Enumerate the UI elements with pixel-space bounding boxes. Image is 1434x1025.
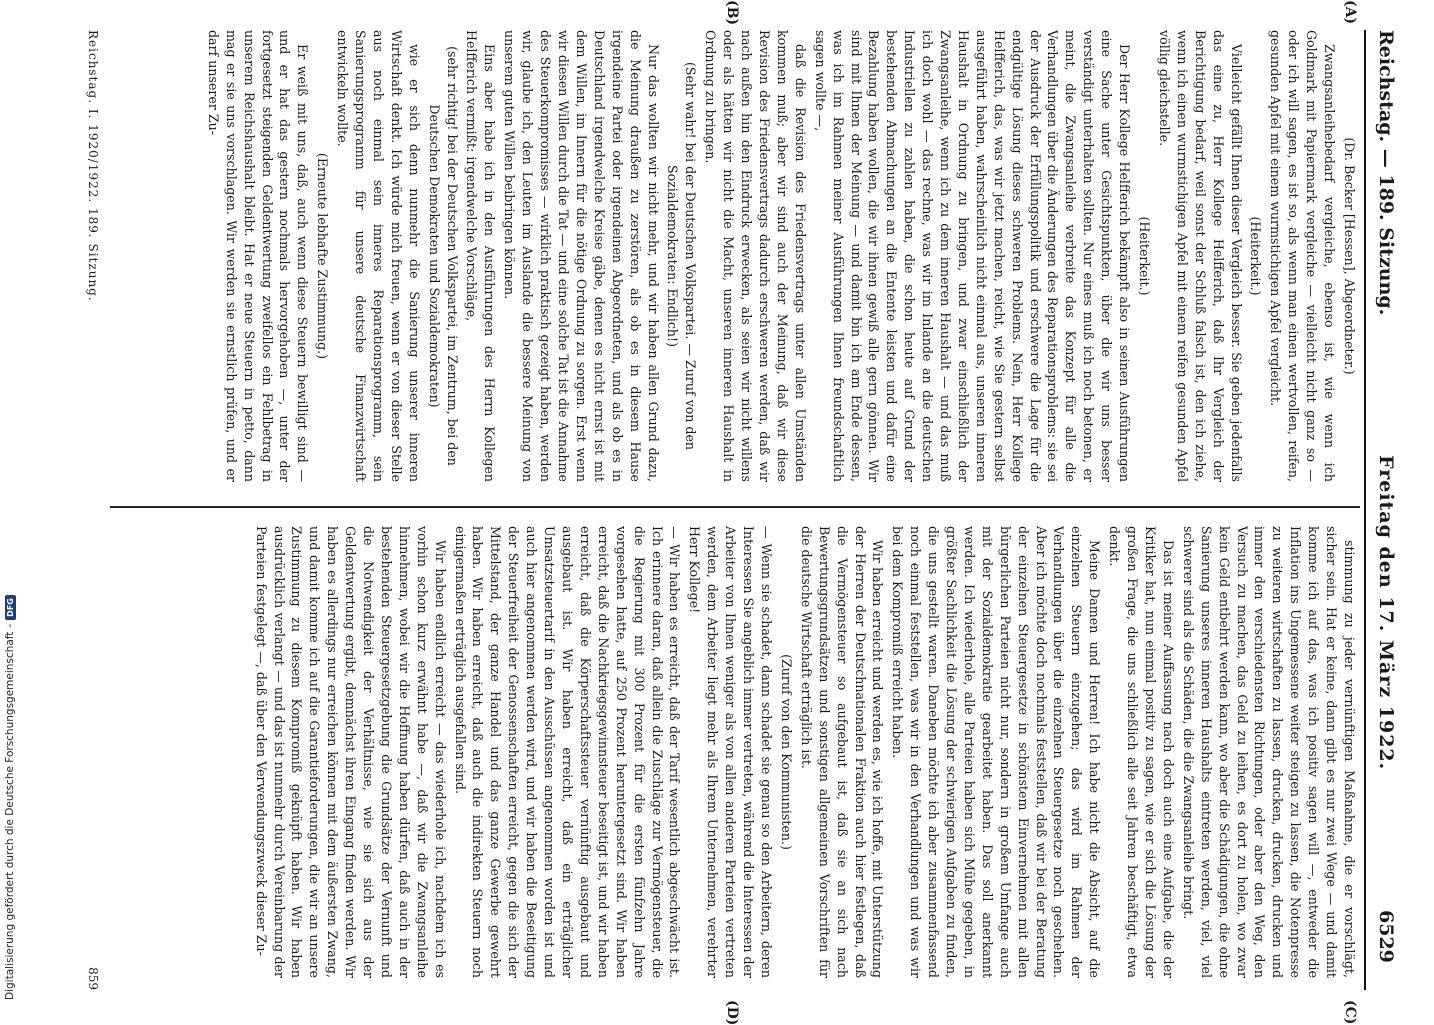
footer-session: Reichstag. I. 1920/1922. 189. Sitzung. [86, 30, 100, 302]
paragraph: stimmung zu jeder vernünftigen Maßnahme, die er vorschlägt, sicher sein. Hat er keine, dann gibt es nur zwei Wege — und damit komme ich auf das, was ich positiv sagen will —, entweder die Inflation ins Ungemessene weiter steigen zu lassen, die Notenpresse zu weiteren wirtschaften zu lassen, drucken, drucken, drucken und immer den verschiedensten Richtungen, oder aber den Weg, den Versuch zu machen, das Geld zu leihen, es dort zu holen, wo zwar kein Geld entbehrt werden kann, wo aber die Schädigungen, die ohne Sanierung unseres inneren Haushalts eintreten werden, viel, viel schwerer sind als die Schäden, die die Zwangsanleihe bringt. [1180, 526, 1357, 978]
margin-marker-d: (D) [724, 1000, 740, 1025]
paragraph: Meine Damen und Herren! Ich habe nicht die Absicht, auf die einzelnen Steuern einzugehen; das wird im Rahmen der Verhandlungen über die einzelnen Steuergesetze noch geschehen. Aber ich möchte doch nochmals feststellen, daß wir bei der Beratung der einzelnen Steuergesetze in schönstem Einvernehmen mit allen bürgerlichen Parteien nicht nur, sondern in großem Umfange auch mit der Sozialdemokratie gearbeitet haben. Das soll anerkannt werden. Ich wiederhole, alle Parteien haben sich Mühe gegeben, in größter Sachlichkeit die Lösung der schwierigen Aufgaben zu finden, die uns gestellt waren. Daneben möchte ich aber zusammenfassend noch einmal feststellen, was wir in den Verhandlungen und was wir bei dem Kompromiß erreicht haben. [890, 526, 1103, 978]
paragraph: (sehr richtig! bei der Deutschen Volkspartei, im Zentrum, bei den Deutschen Demokraten und Sozialdemokraten) [426, 46, 460, 466]
paragraph: — Wenn sie schadet, dann schadet sie genau so den Arbeitern, deren Interessen Sie angeblich immer vertreten, während die Interessen der Arbeiter von Ihnen weniger als von allen anderen Parteien vertreten werden, dem Arbeiter liegt mehr als Ihrem Unternehmen, verehrter Herr Kollege! [687, 526, 774, 978]
margin-marker-c: (C) [1342, 1000, 1358, 1025]
paragraph: — Wir haben es erreicht, daß der Tarif wesentlich abgeschwächt ist. Ich erinnere daran, daß allein die Zuschläge zur Vermögensteuer, die die Regierung mit 300 Prozent für die ersten fünfzehn Jahre vorgesehen hatte, auf 250 Prozent heruntergesetzt sind. Wir haben erreicht, daß die Nachkriegsgewinnsteuer beseitigt ist, und wir haben erreicht, daß die Körperschaftssteuer vernünftig ausgebaut und ausgebaut ist. Wir haben erreicht, daß ein erträglicher Umsatzsteuertarif in den Ausschüssen angenommen worden ist und auch hier angenommen werden wird, und wir haben die Beseitigung der Steuerfreiheit der Genossenschaften erreicht, gegen die sich der Mittelstand, der ganze Handel und das ganze Gewerbe gewehrt haben. Wir haben erreicht, daß auch die indirekten Steuern noch einigermaßen erträglich ausgefallen sind. [452, 526, 683, 978]
paragraph: Der Herr Kollege Helfferich bekämpft also in seinen Ausführungen eine Sache unter Gesichtspunkten, über die wir uns besser verständigt unterhalten sollten. Nur eines muß ich noch betonen, er meint, die Zwangsanleihe verbreite das Konzept für alle die Verhandlungen über die Änderungen des Reparationsproblems: sie sei der Ausdruck der Erfüllungspolitik und erschwere die Lage für die endgültige Lösung dieses schweren Problems. Nein, Herr Kollege Helfferich, das, was wir jetzt machen, reicht, wie Sie gestern selbst ausgeführt haben, wahrscheinlich nicht einmal aus, unseren inneren Haushalt in Ordnung zu bringen, und zwar einschließlich der Zwangsanleihe, wenn ich zu dem inneren Haushalt — und das muß ich doch wohl — das rechne, was wir im Inlande an die deutschen Industriellen zu zahlen haben, die schon heute auf Grund der bestehenden Abmachungen an die Entente leisten und dafür eine Bezahlung haben wollen, die wir ihnen gewiß alle gern gönnen. Wir sind mit Ihnen der Meinung — und damit bin ich am Ende dessen, was ich im Rahmen meiner Ausführungen Ihnen freundschaftlich sagen wollte —, [812, 30, 1133, 482]
header-page-number: 6529 [1375, 910, 1397, 963]
header-date: Freitag den 17. März 1922. [1375, 455, 1397, 771]
digitization-note: Digitalisierung gefördert durch die Deutsche Forschungsgemeinschaft - DFG [3, 606, 17, 1000]
header-rule [1364, 30, 1366, 990]
paragraph: Zwangsanleihebedarf vergleiche, ebenso ist, wie wenn ich Goldmark mit Papiermark vergleiche — vielleicht nicht ganz so — oder ich will sagen, es ist so, als wenn man einen wertvollen, reifen, gesunden Apfel mit einem wurmstichigen Apfel vergleicht. [1268, 30, 1338, 482]
scanned-page [70, 0, 1400, 1025]
column-divider [110, 506, 1360, 508]
dfg-logo-icon: DFG [5, 595, 16, 620]
paragraph: Eins aber habe ich in den Ausführungen des Herrn Kollegen Helfferich vermißt: irgendwelche Vorschläge, [464, 30, 498, 482]
paragraph: (Sehr wahr! bei der Deutschen Volkspartei. — Zuruf von den Sozialdemokraten: Endlich!) [665, 61, 699, 451]
paragraph: (Zuruf von den Kommunisten.) [778, 654, 794, 850]
right-column [103, 526, 1358, 978]
left-column [103, 30, 1358, 482]
paragraph: Das ist meiner Auffassung nach doch auch eine Aufgabe, die der Kritiker hat, nun einmal positiv zu sagen, wie er sich die Lösung der großen Frage, die uns schließlich alle seit Jahren beschäftigt, etwa denkt. [1107, 526, 1176, 978]
page-header [1372, 30, 1400, 990]
margin-marker-a: (A) [1342, 0, 1358, 25]
paragraph: Wir haben erreicht und werden es, wie ich hoffe, mit Unterstützung der Herren der Deutschnationalen Fraktion auch hier festlegen, daß die Vermögensteuer so aufgebaut ist, daß sie an sich nach Bewertungsgrundsätzen und sonstigen allgemeinen Vorschriften für die deutsche Wirtschaft erträglich ist. [798, 526, 886, 978]
paragraph: (Erneute lebhafte Zustimmung.) [315, 152, 331, 360]
footer-page-number: 859 [86, 967, 100, 990]
digitization-text: Digitalisierung gefördert durch die Deutsche Forschungsgemeinschaft [4, 631, 16, 1000]
paragraph: daß die Revision des Friedensvertrags unter allen Umständen kommen muß; aber wir sind auch der Meinung, daß wir diese Revision des Friedensvertrags dadurch erschweren werden, daß wir nach außen hin den Eindruck erwecken, als seien wir nicht willens oder als hätten wir nicht die Macht, unseren inneren Haushalt in Ordnung zu bringen. [703, 30, 808, 482]
paragraph: Wir haben endlich erreicht — das wiederhole ich, nachdem ich es vorhin schon kurz erwähnt habe —, daß wir die Zwangsanleihe hinnehmen, wobei wir die Hoffnung haben dürfen, daß auch in der bestehenden Steuergesetzgebung die Grundsätze der Vernunft und die Notwendigkeit der Verhältnisse, wie sie sich aus der Geldentwertung ergibt, demnächst ihren Eingang finden werden. Wir haben es allerdings nur erreichen können mit dem äußersten Zwang, und damit komme ich auf die Garantieforderungen, die wir an unsere Zustimmung zu diesem Kompromiß geknüpft haben. Wir haben ausdrücklich verlangt — und das ist nunmehr durch Vereinbarung der Parteien festgelegt —, daß über den Verwendungszweck dieser Zu- [253, 526, 448, 978]
paragraph: Er weiß mit uns, daß, auch wenn diese Steuern bewilligt sind — und er hat das gestern nochmals hervorgehoben —, unter der fortgesetzt steigenden Geldentwertung zweifellos ein Fehlbetrag in unserem Reichshaushalt bleibt. Hat er neue Steuern in petto, dann mag er sie uns vorschlagen. Wir werden sie ernstlich prüfen, und er darf unserer Zu- [205, 30, 311, 482]
paragraph: (Heiterkeit.) [1137, 216, 1153, 296]
paragraph: (Dr. Becker [Hessen], Abgeordneter.) [1342, 137, 1357, 375]
paragraph: Vielleicht gefällt Ihnen dieser Vergleich besser. Sie geben jedenfalls das eine zu, Herr Kollege Helfferich, daß Ihr Vergleich der Berichtigung bedarf, weil sonst der Schluß falsch ist, den ich ziehe, wenn ich einen wurmstichigen Apfel mit einem reifen gesunden Apfel völlig gleichstelle. [1156, 30, 1244, 482]
page-footer [78, 30, 100, 990]
paragraph: wie er sich denn nunmehr die Sanierung unserer inneren Wirtschaft denkt. Ich würde mich freuen, wenn er von dieser Stelle aus noch einmal sein inneres Reparationsprogramm, sein Sanierungsprogramm für unsere deutsche Finanzwirtschaft entwickeln wollte. [335, 30, 422, 482]
paragraph: (Heiterkeit.) [1248, 216, 1264, 296]
paragraph: Nur das wollten wir nicht mehr, und wir haben allen Grund dazu, die Meinung draußen zu zerstören, als ob es in diesem Hause irgendeine Partei oder irgendeinen Abgeordneten, und als ob es in Deutschland irgendwelche Kreise gäbe, denen es nicht ernst ist mit dem Willen, im Innern für die nötige Ordnung zu sorgen. Erst wenn wir diesen Willen durch die Tat — und eine solche Tat ist die Annahme des Steuerkompromisses — wirklich praktisch gezeigt haben, werden wir, glaube ich, den Leuten im Auslande die bessere Meinung von unserem guten Willen beibringen können. [502, 30, 661, 482]
margin-marker-b: (B) [724, 0, 740, 26]
header-session: Reichstag. — 189. Sitzung. [1375, 30, 1397, 316]
